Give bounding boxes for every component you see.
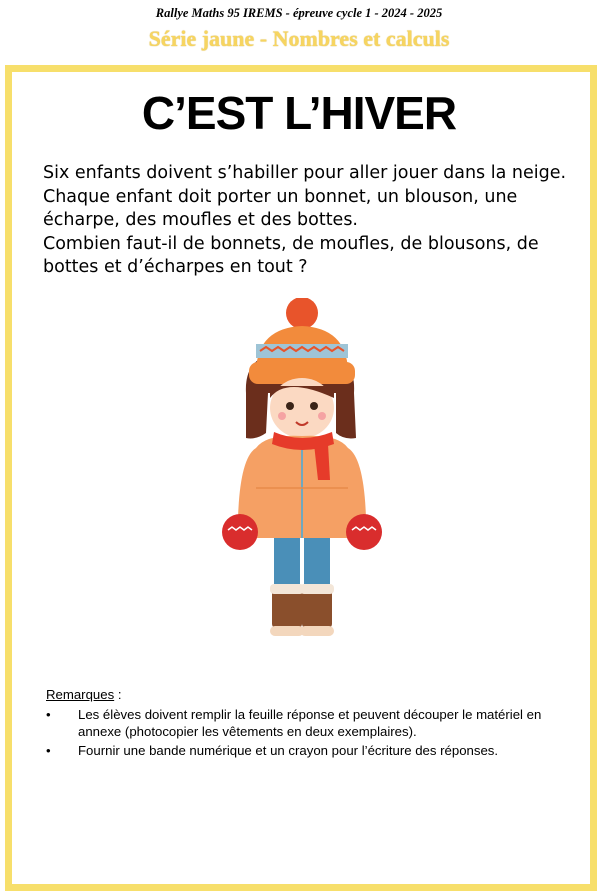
remarks-colon: : xyxy=(114,687,122,702)
hat-pompom xyxy=(286,298,318,329)
remark-text: Fournir une bande numérique et un crayon pour l’écriture des réponses. xyxy=(78,743,499,758)
remarks-list xyxy=(46,706,576,759)
pants xyxy=(274,538,300,590)
remark-item xyxy=(46,706,576,740)
child-winter-illustration xyxy=(216,298,388,644)
remark-text: Les élèves doivent remplir la feuille réponse et peuvent découper le matériel en annexe (photocopier les vêtements en deux exemplaires). xyxy=(78,707,542,739)
bullet-icon: • xyxy=(46,707,51,722)
page-title: C’EST L’HIVER xyxy=(141,87,457,139)
bullet-icon: • xyxy=(46,743,51,758)
remarks-heading xyxy=(46,687,576,702)
remarks-title: Remarques xyxy=(46,687,115,702)
remarks-section xyxy=(46,687,576,761)
problem-paragraph-2: Combien faut-il de bonnets, de moufles, de blousons, de bottes et d’écharpes en tout ? xyxy=(43,233,539,278)
mitten-right xyxy=(346,514,382,550)
problem-paragraph-1: Six enfants doivent s’habiller pour aller jouer dans la neige. Chaque enfant doit porter un bonnet, un blouson, une écharpe, des moufles et des bottes. xyxy=(43,163,567,231)
mitten-left xyxy=(222,514,258,550)
competition-header: Rallye Maths 95 IREMS - épreuve cycle 1 - 2024 - 2025 xyxy=(155,6,443,20)
series-title: Série jaune - Nombres et calculs xyxy=(148,26,450,51)
problem-statement xyxy=(43,162,573,280)
remark-item xyxy=(46,742,576,759)
